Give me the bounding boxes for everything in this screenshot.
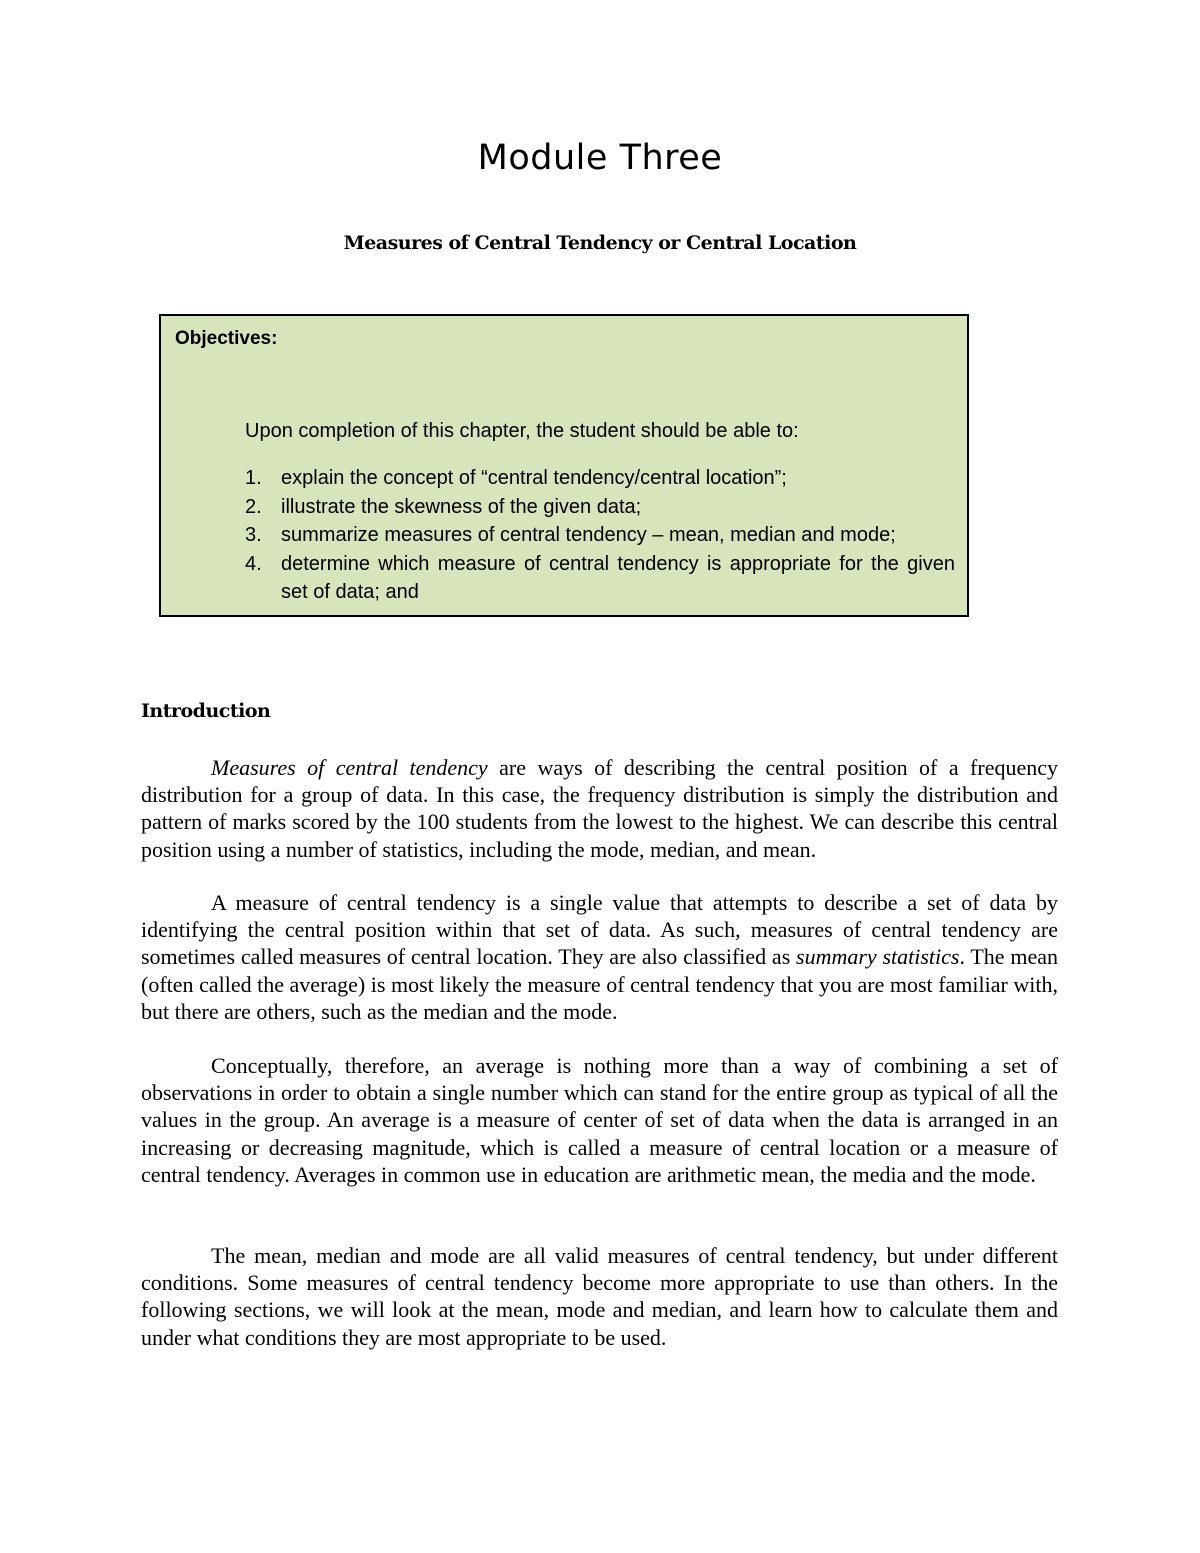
paragraph-text: A measure of central tendency is a single value that attempts to describe a set of data by identifying the central position within that set of data. As such, measures of central tendency are sometimes called measures of central location. They are also classified as (141, 890, 1058, 970)
objectives-label: Objectives: (175, 328, 278, 349)
objective-item (245, 493, 955, 522)
introduction-paragraph-3: Conceptually, therefore, an average is nothing more than a way of combining a set of observations in order to obtain a single number which can stand for the entire group as typical of all the values in the group. An average is a measure of center of set of data when the data is arranged in an increasing or decreasing magnitude, which is called a measure of central location or a measure of central tendency. Averages in common use in education are arithmetic mean, the media and the mode. (141, 1053, 1058, 1187)
paragraph-text: are ways of describing the central position of a frequency distribution for a group of data. In this case, the frequency distribution is simply the distribution and pattern of marks scored by the 100 students from the lowest to the highest. We can describe this central position using a number of statistics, including the mode, median, and mean. (141, 755, 1058, 862)
paragraph-text: . The mean (often called the average) is most likely the measure of central tendency that you are most familiar with, but there are others, such as the median and the mode. (141, 944, 1058, 1024)
objective-text: determine which measure of central tendency is appropriate for the given set of data; and (281, 552, 955, 604)
objective-text: illustrate the skewness of the given data; (281, 495, 642, 518)
objectives-intro: Upon completion of this chapter, the student should be able to: (245, 420, 799, 442)
objective-text: explain the concept of “central tendency/central location”; (281, 467, 787, 489)
objective-number: 1. (245, 467, 262, 489)
italic-term: summary statistics (796, 944, 960, 970)
objectives-list (245, 464, 955, 607)
italic-term: Measures of central tendency (211, 755, 488, 780)
introduction-heading: Introduction (141, 700, 271, 722)
objective-item (245, 521, 955, 550)
module-subtitle: Measures of Central Tendency or Central Location (343, 232, 857, 254)
introduction-paragraph-2 (141, 889, 1058, 1025)
module-title: Module Three (477, 138, 723, 178)
objective-number: 2. (245, 495, 262, 518)
objective-number: 4. (245, 552, 262, 575)
objective-item (245, 550, 955, 607)
objective-text: summarize measures of central tendency – mean, median and mode; (281, 524, 896, 547)
objective-number: 3. (245, 524, 262, 547)
introduction-paragraph-4: The mean, median and mode are all valid measures of central tendency, but under different conditions. Some measures of central tendency become more appropriate to use than others. In the following sections, we will look at the mean, mode and median, and learn how to calculate them and under what conditions they are most appropriate to be used. (141, 1243, 1058, 1350)
objective-item (245, 464, 955, 493)
introduction-paragraph-1 (141, 754, 1058, 863)
objectives-box (159, 314, 969, 617)
